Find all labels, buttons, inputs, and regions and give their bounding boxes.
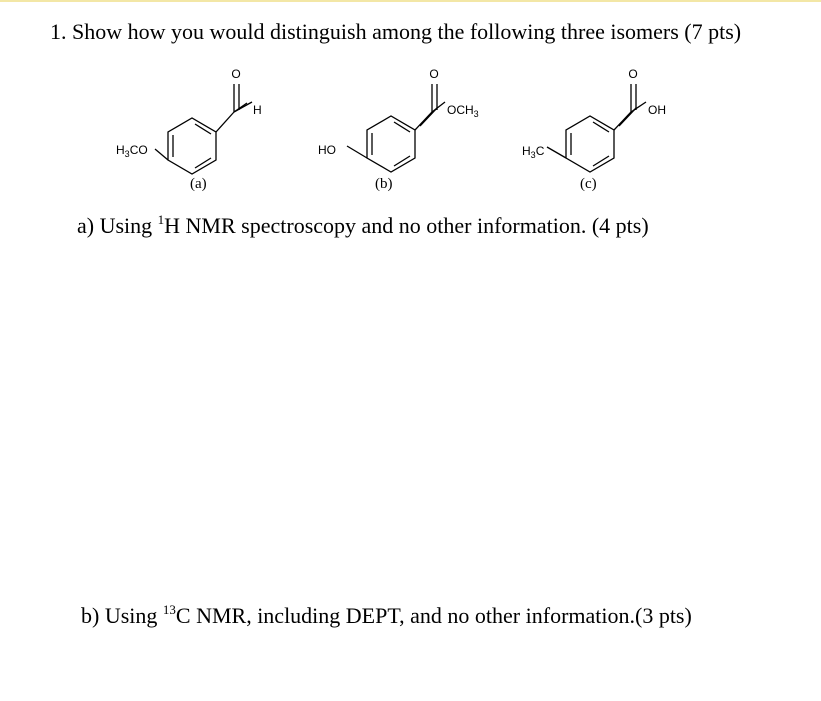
carbonyl-oxygen-label: O: [231, 67, 241, 81]
part-a-superscript: 1: [157, 211, 165, 227]
aldehyde-h-label: H: [253, 103, 262, 117]
part-a-prefix: a) Using: [77, 213, 158, 238]
part-b-text: C NMR, including DEPT, and no other information.(3 pts): [175, 603, 692, 628]
hydroxy-label: HO: [318, 143, 336, 157]
structure-c: [522, 67, 666, 172]
acid-oh-label: OH: [648, 103, 666, 117]
part-b-superscript: 13: [162, 601, 176, 617]
methoxy-label: $H_3CO$: [116, 143, 148, 159]
carbonyl-oxygen-label: O: [429, 67, 439, 81]
question-number: 1.: [50, 19, 67, 44]
part-a-prompt: [77, 213, 649, 239]
ester-methoxy-label: $OCH_3$: [447, 103, 479, 119]
question-heading: [50, 19, 741, 45]
isomer-structures: [0, 50, 821, 180]
part-b-prefix: b) Using: [81, 603, 163, 628]
question-text: Show how you would distinguish among the following three isomers (7 pts): [72, 19, 742, 44]
methyl-label: $H_3C$: [522, 144, 545, 160]
caption-a: (a): [190, 176, 207, 192]
part-a-text: H NMR spectroscopy and no other information. (4 pts): [164, 213, 649, 238]
caption-b: (b): [375, 176, 393, 192]
part-b-prompt: [81, 603, 692, 629]
structure-b: [318, 67, 479, 172]
structure-a: [116, 67, 262, 174]
carbonyl-oxygen-label: O: [628, 67, 638, 81]
top-border: [0, 0, 821, 2]
caption-c: (c): [580, 176, 597, 192]
